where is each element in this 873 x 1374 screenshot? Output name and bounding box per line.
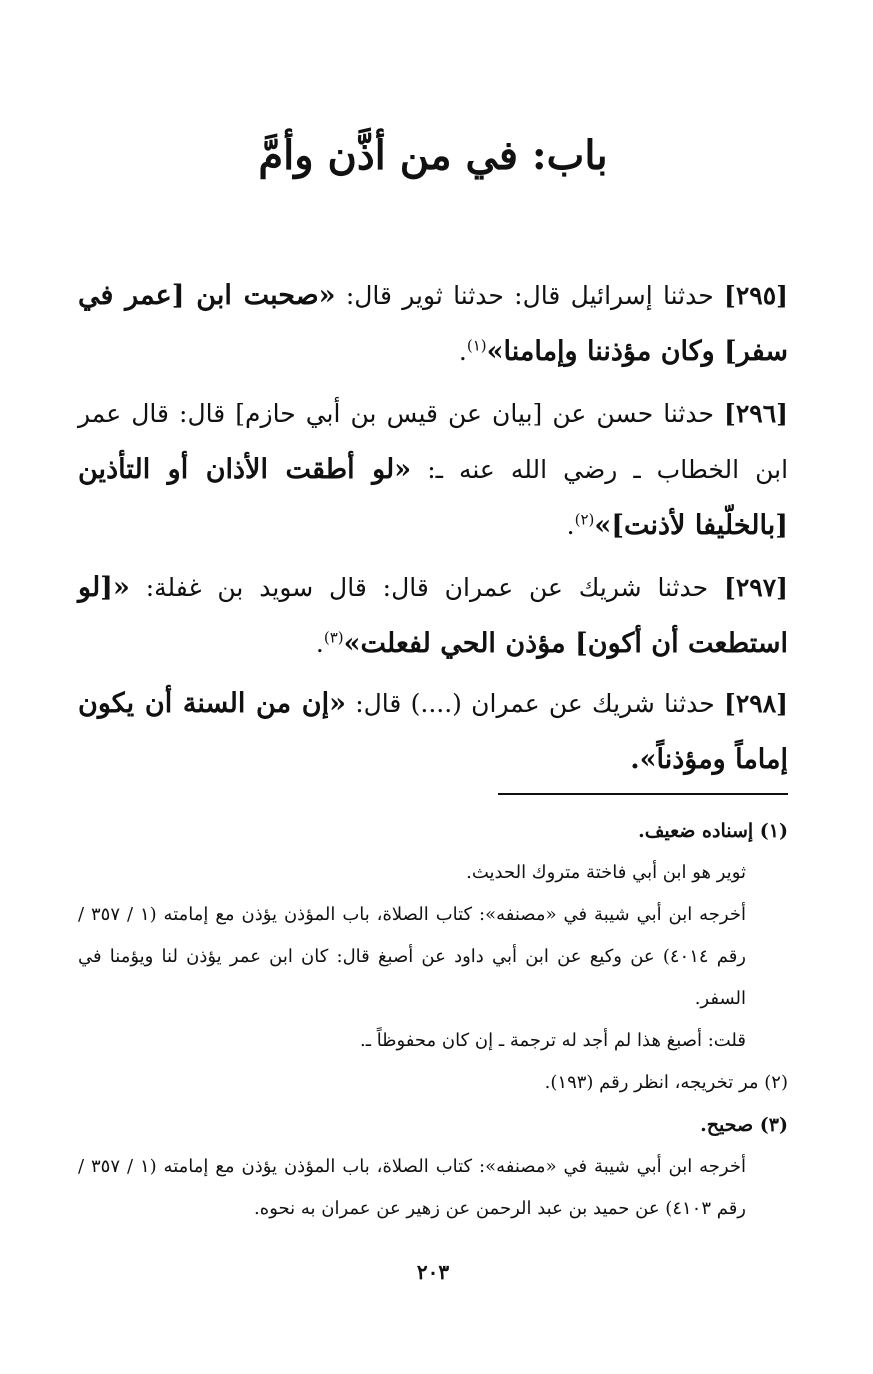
hadith-number: [٢٩٨] bbox=[724, 689, 788, 718]
hadith-295 bbox=[78, 268, 788, 380]
hadith-chain: حدثنا إسرائيل قال: حدثنا ثوير قال: bbox=[345, 281, 714, 310]
hadith-297 bbox=[78, 560, 788, 672]
footnote-ref: (٣) bbox=[323, 628, 344, 647]
footnotes bbox=[78, 810, 788, 1230]
footnote-ref: (٢) bbox=[574, 510, 595, 529]
chapter-title: باب: في من أذَّن وأمَّ bbox=[258, 132, 608, 179]
hadith-chain: حدثنا حسن عن [بيان عن قيس بن أبي حازم] قال: قال عمر ابن الخطاب ـ رضي الله عنه ـ: bbox=[78, 399, 789, 484]
footnote-separator bbox=[498, 793, 788, 795]
book-page bbox=[78, 0, 788, 1374]
hadith-end: . bbox=[566, 511, 575, 540]
hadith-end: . bbox=[458, 337, 467, 366]
hadith-number: [٢٩٦] bbox=[724, 399, 788, 428]
hadith-text: «إن من السنة أن يكون إماماً ومؤذناً». bbox=[78, 688, 788, 775]
footnote-ref: (١) bbox=[466, 336, 487, 355]
footnote-2: (٢) مر تخريجه، انظر رقم (١٩٣). bbox=[544, 1072, 788, 1093]
hadith-chain: حدثنا شريك عن عمران قال: قال سويد بن غفلة: bbox=[145, 573, 709, 602]
hadith-number: [٢٩٥] bbox=[724, 281, 788, 310]
footnote-3-line: أخرجه ابن أبي شيبة في «مصنفه»: كتاب الصلاة، باب المؤذن يؤذن مع إمامته (١ / ٣٥٧ / رقم ٤١٠٣) عن حميد بن عبد الرحمن عن زهير عن عمران به نحوه. bbox=[78, 1156, 746, 1219]
footnote-1-head: (١) إسناده ضعيف. bbox=[638, 820, 788, 842]
hadith-298 bbox=[78, 676, 788, 788]
hadith-text: «[لو استطعت أن أكون] مؤذن الحي لفعلت» bbox=[78, 572, 788, 659]
hadith-chain: حدثنا شريك عن عمران (....) قال: bbox=[355, 689, 715, 718]
page-number: ٢٠٣ bbox=[416, 1260, 450, 1284]
footnote-1-line: قلت: أصبغ هذا لم أجد له ترجمة ـ إن كان محفوظاً ـ. bbox=[359, 1030, 746, 1051]
hadith-number: [٢٩٧] bbox=[724, 573, 788, 602]
footnote-1-line: ثوير هو ابن أبي فاختة متروك الحديث. bbox=[466, 862, 746, 883]
footnote-3-head: (٣) صحيح. bbox=[700, 1114, 788, 1136]
footnote-1-line: أخرجه ابن أبي شيبة في «مصنفه»: كتاب الصلاة، باب المؤذن يؤذن مع إمامته (١ / ٣٥٧ / رقم ٤٠١٤) عن وكيع عن ابن أبي داود عن أصبغ قال: كان ابن عمر يؤذن لنا ويؤمنا في السفر. bbox=[78, 904, 746, 1009]
hadith-end: . bbox=[315, 629, 324, 658]
hadith-text: «لو أطقت الأذان أو التأذين [بالخلّيفا لأذنت]» bbox=[78, 454, 788, 541]
hadith-296 bbox=[78, 386, 788, 554]
hadith-text: «صحبت ابن [عمر في سفر] وكان مؤذننا وإمامنا» bbox=[78, 280, 788, 367]
